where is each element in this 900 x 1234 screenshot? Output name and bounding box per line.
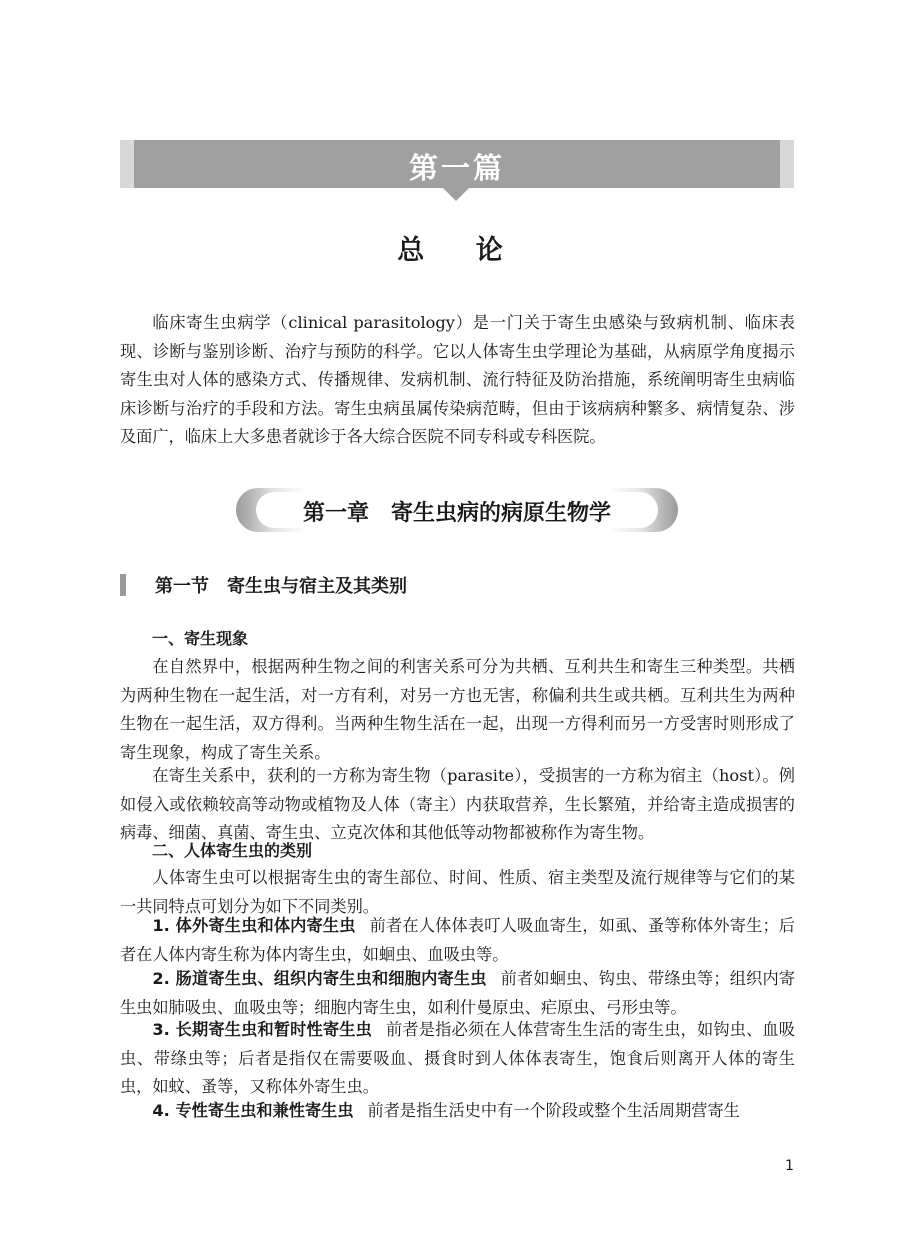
category-item (120, 1016, 795, 1102)
category-text: 前者是指生活史中有一个阶段或整个生活周期营寄生 (367, 1101, 740, 1120)
category-item (120, 965, 795, 1022)
subsection-heading: 一、寄生现象 (152, 629, 249, 648)
chapter-title: 第一章 寄生虫病的病原生物学 (302, 500, 611, 526)
body-paragraph: 在自然界中，根据两种生物之间的利害关系可分为共栖、互利共生和寄生三种类型。共栖为两种生物在一起生活，对一方有利，对另一方也无害，称偏利共生或共栖。互利共生为两种生物在一起生活，双方得利。当两种生物生活在一起，出现一方得利而另一方受害时则形成了寄生现象，构成了寄生关系。 (120, 657, 795, 762)
section-marker (120, 574, 126, 596)
category-term: 2. 肠道寄生虫、组织内寄生虫和细胞内寄生虫 (152, 969, 487, 988)
section-title: 第一节 寄生虫与宿主及其类别 (155, 576, 407, 597)
body-paragraph: 人体寄生虫可以根据寄生虫的寄生部位、时间、性质、宿主类型及流行规律等与它们的某一共同特点可划分为如下不同类别。 (120, 868, 795, 916)
intro-paragraph: 临床寄生虫病学（clinical parasitology）是一门关于寄生虫感染与致病机制、临床表现、诊断与鉴别诊断、治疗与预防的科学。它以人体寄生虫学理论为基础，从病原学角度揭示寄生虫对人体的感染方式、传播规律、发病机制、流行特征及防治措施，系统阐明寄生虫病临床诊断与治疗的手段和方法。寄生虫病虽属传染病范畴，但由于该病病种繁多、病情复杂、涉及面广，临床上大多患者就诊于各大综合医院不同专科或专科医院。 (120, 313, 795, 447)
category-text: 前者如蛔虫、钩虫、带绦虫等；组织内寄生虫如肺吸虫、血吸虫等；细胞内寄生虫，如利什曼原虫、疟原虫、弓形虫等。 (120, 969, 796, 1017)
category-term: 4. 专性寄生虫和兼性寄生虫 (152, 1101, 354, 1120)
part-label: 第一篇 (408, 151, 505, 185)
category-term: 3. 长期寄生虫和暂时性寄生虫 (152, 1020, 373, 1039)
category-term: 1. 体外寄生虫和体内寄生虫 (152, 916, 356, 935)
category-item (120, 1097, 795, 1126)
part-title: 总 论 (397, 235, 503, 266)
part-banner (120, 140, 794, 188)
subsection-heading: 二、人体寄生虫的类别 (152, 841, 313, 860)
page-number: 1 (785, 1158, 794, 1174)
category-text: 前者在人体体表叮人吸血寄生，如虱、蚤等称体外寄生；后者在人体内寄生称为体内寄生虫，如蛔虫、血吸虫等。 (120, 916, 795, 964)
banner-notch (443, 188, 469, 201)
category-text: 前者是指必须在人体营寄生生活的寄生虫，如钩虫、血吸虫、带绦虫等；后者是指仅在需要吸血、摄食时到人体体表寄生，饱食后则离开人体的寄生虫，如蚊、蚤等，又称体外寄生虫。 (120, 1020, 795, 1097)
body-paragraph: 在寄生关系中，获利的一方称为寄生物（parasite），受损害的一方称为宿主（host）。例如侵入或依赖较高等动物或植物及人体（寄主）内获取营养，生长繁殖，并给寄主造成损害的病毒、细菌、真菌、寄生虫、立克次体和其他低等动物都被称作为寄生物。 (120, 766, 795, 843)
category-item (120, 912, 795, 969)
chapter-heading (236, 488, 678, 532)
